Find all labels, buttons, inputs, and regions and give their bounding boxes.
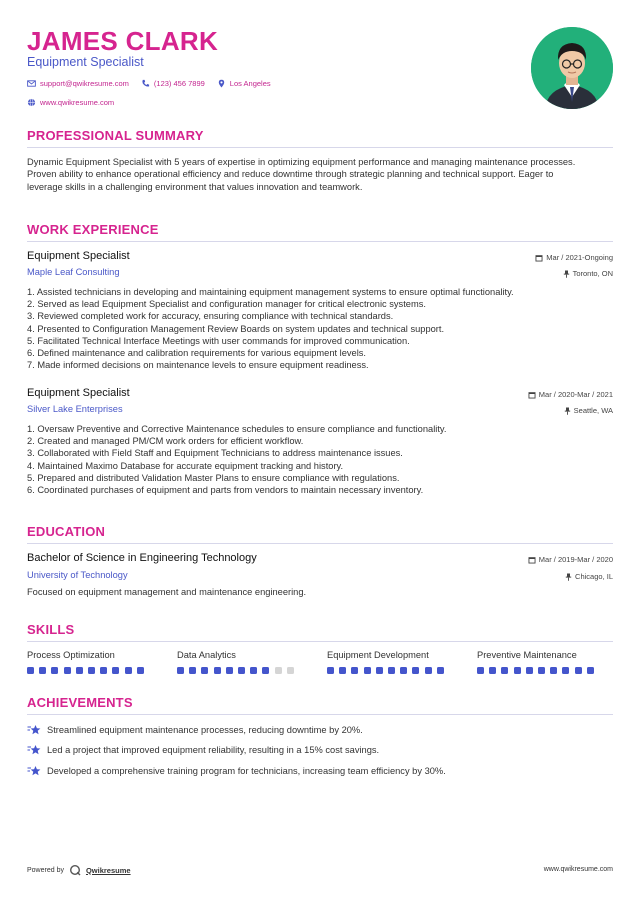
job-bullet: 3. Reviewed completed work for accuracy, ensuring compliance with technical standards. — [27, 311, 394, 322]
skill-name: Process Optimization — [27, 650, 115, 660]
skill-dot — [562, 667, 569, 674]
skill-dot — [88, 667, 95, 674]
job-bullet: 6. Defined maintenance and calibration requirements for various equipment levels. — [27, 348, 367, 359]
job-location-text: Toronto, ON — [572, 269, 613, 278]
contact-location — [217, 79, 271, 88]
skill-dot — [388, 667, 395, 674]
job-dates — [528, 390, 613, 399]
achievement-item — [27, 765, 446, 777]
powered-by-text: Powered by — [27, 866, 64, 874]
job-bullet: 5. Prepared and distributed Validation Master Plans to ensure compliance with regulations. — [27, 472, 400, 483]
calendar-icon — [535, 254, 543, 262]
contact-phone[interactable] — [141, 79, 205, 88]
job-bullet: 2. Created and managed PM/CM work orders for efficient workflow. — [27, 436, 304, 447]
skill-dot — [238, 667, 245, 674]
skill-dot — [137, 667, 144, 674]
education-heading: EDUCATION — [27, 524, 106, 539]
skill-dot — [214, 667, 221, 674]
job-title: Equipment Specialist — [27, 387, 130, 399]
job-location — [564, 406, 613, 415]
avatar-illustration — [531, 27, 613, 109]
skill-dot — [425, 667, 432, 674]
footer-brand-link[interactable]: Qwikresume — [85, 865, 131, 875]
education-location — [565, 572, 613, 581]
summary-text: Dynamic Equipment Specialist with 5 years of expertise in optimizing equipment performance and managing maintenance processes. Proven ability to enhance operational efficiency and reduce downtime through strategic planning and technical support. Eager to leverage skills in a challenging environment that values innovation and teamwork. — [27, 157, 576, 192]
achievement-item — [27, 724, 363, 736]
achievements-heading: ACHIEVEMENTS — [27, 695, 133, 710]
skill-dot — [477, 667, 484, 674]
job-dates-text: Mar / 2021-Ongoing — [546, 253, 613, 262]
skill-dot — [501, 667, 508, 674]
location-pin-icon — [217, 79, 226, 88]
resume-title: Equipment Specialist — [27, 55, 144, 69]
skill-dot — [526, 667, 533, 674]
skill-dot — [64, 667, 71, 674]
skill-dot — [327, 667, 334, 674]
job-bullet: 1. Assisted technicians in developing and maintaining equipment management systems to ensure optimal functionality. — [27, 287, 514, 297]
skill-name: Preventive Maintenance — [477, 650, 577, 660]
job-bullet: 4. Maintained Maximo Database for accurate equipment tracking and history. — [27, 460, 344, 471]
globe-icon — [27, 98, 36, 107]
phone-text: (123) 456 7899 — [153, 79, 205, 88]
job-company: Silver Lake Enterprises — [27, 404, 123, 414]
footer-website[interactable]: www.qwikresume.com — [543, 866, 613, 873]
skill-dot — [587, 667, 594, 674]
job-bullet: 3. Collaborated with Field Staff and Equipment Technicians to address maintenance issues. — [27, 448, 403, 459]
experience-divider — [27, 241, 613, 242]
profile-photo — [531, 27, 613, 109]
skill-dot — [575, 667, 582, 674]
skill-dot — [112, 667, 119, 674]
job-bullets — [27, 286, 613, 371]
phone-icon — [141, 79, 150, 88]
location-text: Los Angeles — [229, 79, 271, 88]
email-icon — [27, 79, 36, 88]
calendar-icon — [528, 391, 536, 399]
achievement-text: Streamlined equipment maintenance processes, reducing downtime by 20%. — [47, 725, 363, 735]
education-divider — [27, 543, 613, 544]
skill-dot — [351, 667, 358, 674]
job-location-text: Seattle, WA — [573, 406, 613, 415]
school-name: University of Technology — [27, 570, 128, 580]
skill-dot — [400, 667, 407, 674]
job-dates — [535, 253, 613, 262]
skill-dot — [51, 667, 58, 674]
job-company: Maple Leaf Consulting — [27, 267, 120, 277]
skill-dot — [412, 667, 419, 674]
footer-powered-by — [27, 864, 131, 876]
skill-name: Data Analytics — [177, 650, 236, 660]
skill-dot — [76, 667, 83, 674]
job-bullet: 7. Made informed decisions on maintenance levels to ensure equipment readiness. — [27, 360, 369, 371]
skill-dot — [514, 667, 521, 674]
education-dates — [528, 555, 613, 564]
skill-rating — [177, 667, 294, 674]
education-dates-text: Mar / 2019-Mar / 2020 — [538, 555, 613, 564]
skill-dot — [550, 667, 557, 674]
skill-dot — [100, 667, 107, 674]
star-icon — [27, 724, 41, 736]
experience-heading: WORK EXPERIENCE — [27, 222, 159, 237]
skill-dot — [39, 667, 46, 674]
skill-dot — [125, 667, 132, 674]
skill-dot — [177, 667, 184, 674]
skill-name: Equipment Development — [327, 650, 429, 660]
degree-title: Bachelor of Science in Engineering Technology — [27, 552, 257, 564]
pin-icon — [563, 270, 570, 278]
contact-email[interactable] — [27, 79, 129, 88]
skill-item — [327, 650, 467, 660]
achievements-divider — [27, 714, 613, 715]
skill-dot — [437, 667, 444, 674]
education-description: Focused on equipment management and maintenance engineering. — [27, 587, 307, 597]
calendar-icon — [528, 556, 536, 564]
job-bullet: 6. Coordinated purchases of equipment and parts from vendors to maintain necessary inventory. — [27, 485, 424, 496]
skill-rating — [27, 667, 144, 674]
skill-dot — [189, 667, 196, 674]
skill-dot — [250, 667, 257, 674]
skill-dot — [538, 667, 545, 674]
achievement-text: Developed a comprehensive training program for technicians, increasing team efficiency by 30%. — [47, 766, 446, 776]
contact-row-web — [27, 98, 120, 107]
skill-item — [177, 650, 317, 660]
job-location — [563, 269, 613, 278]
skill-dot — [275, 667, 282, 674]
skill-dot — [339, 667, 346, 674]
job-bullet: 5. Facilitated Technical Interface Meetings with user commands for improved communication. — [27, 335, 410, 346]
summary-heading: PROFESSIONAL SUMMARY — [27, 128, 204, 143]
job-title: Equipment Specialist — [27, 250, 130, 262]
skill-dot — [226, 667, 233, 674]
skill-item — [27, 650, 167, 660]
job-bullet: 2. Served as lead Equipment Specialist and configuration manager for critical electronic systems. — [27, 299, 426, 310]
contact-website[interactable] — [27, 98, 114, 107]
skill-dot — [287, 667, 294, 674]
resume-name: JAMES CLARK — [27, 26, 219, 56]
education-location-text: Chicago, IL — [575, 572, 613, 581]
skill-item — [477, 650, 617, 660]
job-bullet: 1. Oversaw Preventive and Corrective Maintenance schedules to ensure compliance and functionality. — [27, 424, 447, 434]
skill-dot — [376, 667, 383, 674]
achievement-text: Led a project that improved equipment reliability, resulting in a 15% cost savings. — [47, 745, 380, 755]
contact-row — [27, 79, 277, 88]
skill-dot — [27, 667, 34, 674]
achievement-item — [27, 744, 379, 756]
skill-rating — [477, 667, 594, 674]
pin-icon — [564, 407, 571, 415]
job-bullet: 4. Presented to Configuration Management Review Boards on system updates and technical support. — [27, 323, 445, 334]
job-dates-text: Mar / 2020-Mar / 2021 — [538, 390, 613, 399]
qwikresume-logo-icon — [69, 864, 81, 876]
email-text: support@qwikresume.com — [40, 79, 129, 88]
summary-divider — [27, 147, 613, 148]
skills-heading: SKILLS — [27, 622, 75, 637]
star-icon — [27, 744, 41, 756]
star-icon — [27, 765, 41, 777]
skills-divider — [27, 641, 613, 642]
skill-dot — [489, 667, 496, 674]
skill-rating — [327, 667, 444, 674]
website-text: www.qwikresume.com — [40, 98, 115, 107]
pin-icon — [565, 573, 572, 581]
skill-dot — [364, 667, 371, 674]
job-bullets — [27, 423, 613, 496]
skill-dot — [262, 667, 269, 674]
skill-dot — [201, 667, 208, 674]
